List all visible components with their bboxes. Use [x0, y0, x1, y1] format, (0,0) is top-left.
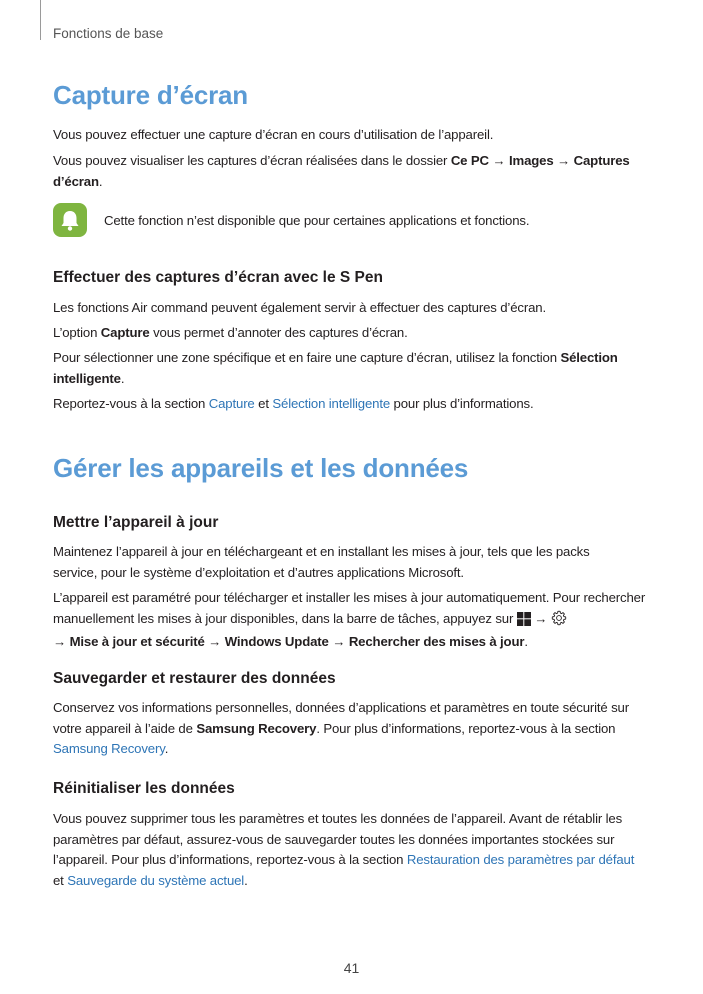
note-text: Cette fonction n’est disponible que pour certaines applications et fonctions. [104, 213, 530, 228]
link-sauvegarde-systeme[interactable]: Sauvegarde du système actuel [67, 872, 245, 888]
link-capture[interactable]: Capture [208, 396, 255, 411]
link-samsung-recovery[interactable]: Samsung Recovery [53, 741, 165, 756]
spen-paragraph-2: L’option Capture vous permet d’annoter des captures d’écran. [53, 325, 408, 340]
capture-folder-path: Vous pouvez visualiser les captures d’écran réalisées dans le dossier Ce PC → Images → Captures d’écran. [53, 153, 630, 189]
update-paragraph-2: L’appareil est paramétré pour télécharger et installer les mises à jour automatiquement. Pour rechercher manuellement les mises à jour disponibles, dans la barre de tâches, appuyez sur → → Mise à jour et sécurité → Windows Update → Rechercher des mises à jour. [53, 590, 646, 649]
subsection-title-reset: Réinitialiser les données [53, 780, 235, 797]
link-restauration-parametres[interactable]: Restauration des paramètres par défaut [406, 852, 635, 867]
section-title-capture: Capture d’écran [53, 80, 248, 110]
bell-icon [53, 203, 87, 237]
running-head: Fonctions de base [53, 26, 164, 41]
windows-start-icon [517, 612, 531, 633]
section-title-manage: Gérer les appareils et les données [53, 453, 469, 483]
reset-paragraph-1: Vous pouvez supprimer tous les paramètres et toutes les données de l’appareil. Avant de rétablir les paramètres par défaut, assurez-vous de sauvegarder toutes les données importantes stockées sur l’appareil. Pour plus d’informations, reportez-vous à la section Restauration des paramètres par défaut et Sauvegarde du système actuel. [53, 811, 635, 888]
capture-intro: Vous pouvez effectuer une capture d’écran en cours d’utilisation de l’appareil. [53, 127, 494, 142]
subsection-title-backup: Sauvegarder et restaurer des données [53, 670, 336, 687]
header-rule [40, 0, 41, 40]
spen-paragraph-1: Les fonctions Air command peuvent également servir à effectuer des captures d’écran. [53, 300, 546, 315]
settings-gear-icon [551, 610, 567, 633]
page-number: 41 [343, 960, 360, 976]
spen-paragraph-3: Pour sélectionner une zone spécifique et en faire une capture d’écran, utilisez la fonction Sélection intelligente. [53, 350, 618, 386]
link-selection-intelligente[interactable]: Sélection intelligente [272, 396, 391, 411]
spen-paragraph-4: Reportez-vous à la section Capture et Sélection intelligente pour plus d’informations. [53, 396, 534, 411]
subsection-title-update: Mettre l’appareil à jour [53, 514, 219, 531]
backup-paragraph-1: Conservez vos informations personnelles, données d’applications et paramètres en toute sécurité sur votre appareil à l’aide de Samsung Recovery. Pour plus d’informations, reportez-vous à la section Samsung Recovery. [53, 700, 629, 756]
update-paragraph-1: Maintenez l’appareil à jour en téléchargeant et en installant les mises à jour, tels que les packs service, pour le système d’exploitation et d’autres applications Microsoft. [53, 544, 590, 580]
subsection-title-spen: Effectuer des captures d’écran avec le S Pen [53, 269, 383, 286]
